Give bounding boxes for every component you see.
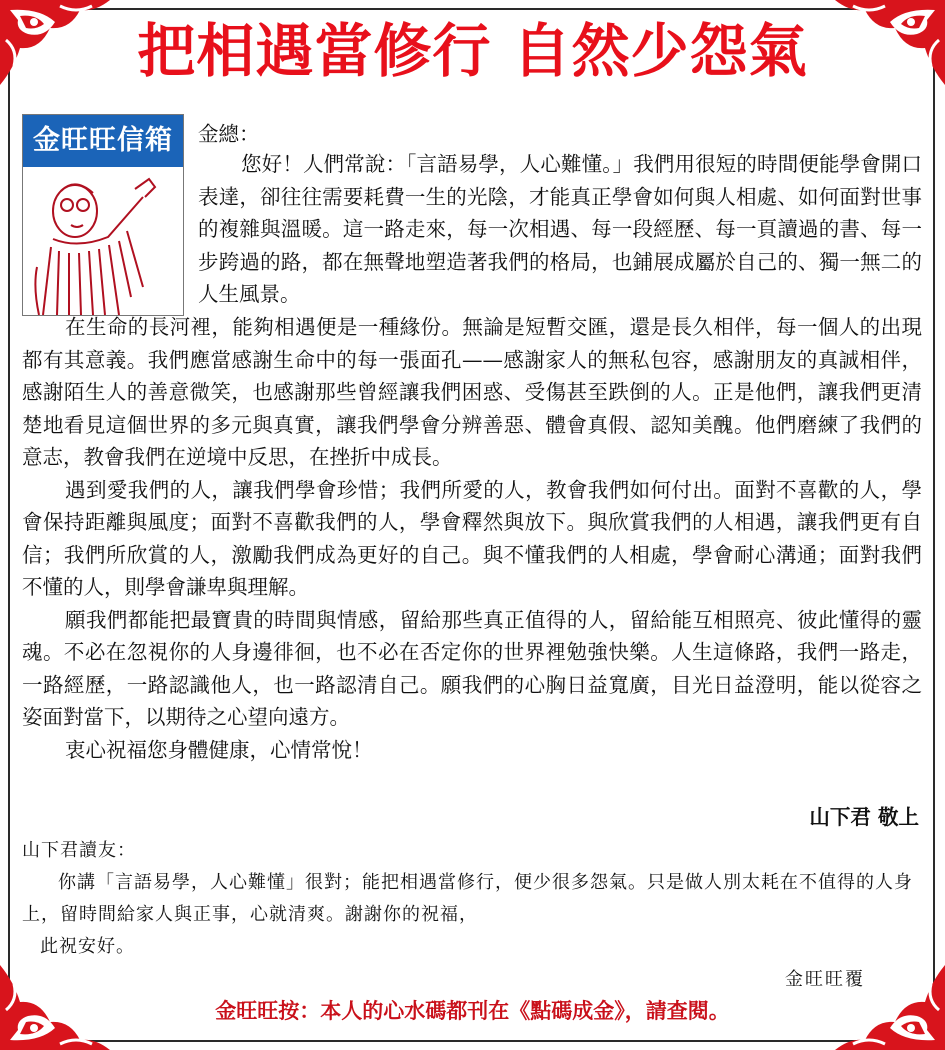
reply-signature: 金旺旺覆: [785, 969, 865, 990]
editor-note: 金旺旺按：本人的心水碼都刊在《點碼成金》，請查閱。: [215, 999, 730, 1023]
letter-salutation: 金總：: [198, 122, 260, 146]
columnist-illustration: [23, 167, 183, 315]
letter-body: [22, 311, 922, 766]
letter-paragraph: 您好！人們常說：「言語易學，人心難懂。」我們用很短的時間便能學會開口表達，卻往往需要耗費一生的光陰，才能真正學會如何與人相處、如何面對世事的複雜與溫暖。這一路走來，每一次相遇、每一段經歷、每一頁讀過的書、每一步跨過的路，都在無聲地塑造著我們的格局，也鋪展成屬於自己的、獨一無二的人生風景。: [198, 152, 922, 306]
reply-salutation: 山下君讀友：: [22, 840, 136, 861]
letter-paragraph: 衷心祝福您身體健康，心情常悅！: [65, 737, 373, 762]
column-logo: [22, 114, 184, 316]
page-title: 把相遇當修行 自然少怨氣: [137, 17, 808, 85]
letter-paragraph: 遇到愛我們的人，讓我們學會珍惜；我們所愛的人，教會我們如何付出。面對不喜歡的人，學會保持距離與風度；面對不喜歡我們的人，學會釋然與放下。與欣賞我們的人相遇，讓我們更有自信；我們所欣賞的人，激勵我們成為更好的自己。與不懂我們的人相處，學會耐心溝通；面對我們不懂的人，則學會謙卑與理解。: [22, 477, 922, 599]
letter-paragraph: 在生命的長河裡，能夠相遇便是一種緣份。無論是短暫交匯，還是長久相伴，每一個人的出現都有其意義。我們應當感謝生命中的每一張面孔——感謝家人的無私包容，感謝朋友的真誠相伴，感謝陌生人的善意微笑，也感謝那些曾經讓我們困惑、受傷甚至跌倒的人。正是他們，讓我們更清楚地看見這個世界的多元與真實，讓我們學會分辨善惡、體會真假、認知美醜。他們磨練了我們的意志，教會我們在逆境中反思，在挫折中成長。: [22, 315, 922, 469]
letter-signature: 山下君 敬上: [809, 805, 919, 829]
column-name: 金旺旺信箱: [23, 115, 183, 167]
reply-body: 你講「言語易學，人心難懂」很對；能把相遇當修行，便少很多怨氣。只是做人別太耗在不值得的人身上，留時間給家人與正事，心就清爽。謝謝你的祝福，: [22, 872, 913, 925]
reply-block: [22, 835, 922, 963]
letter-paragraph: 願我們都能把最寶貴的時間與情感，留給那些真正值得的人，留給能互相照亮、彼此懂得的靈魂。不必在忽視你的人身邊徘徊，也不必在否定你的世界裡勉強快樂。人生這條路，我們一路走，一路經歷，一路認識他人，也一路認清自己。願我們的心胸日益寬廣，目光日益澄明，能以從容之姿面對當下，以期待之心望向遠方。: [22, 607, 922, 729]
reply-closing: 此祝安好。: [40, 936, 135, 957]
